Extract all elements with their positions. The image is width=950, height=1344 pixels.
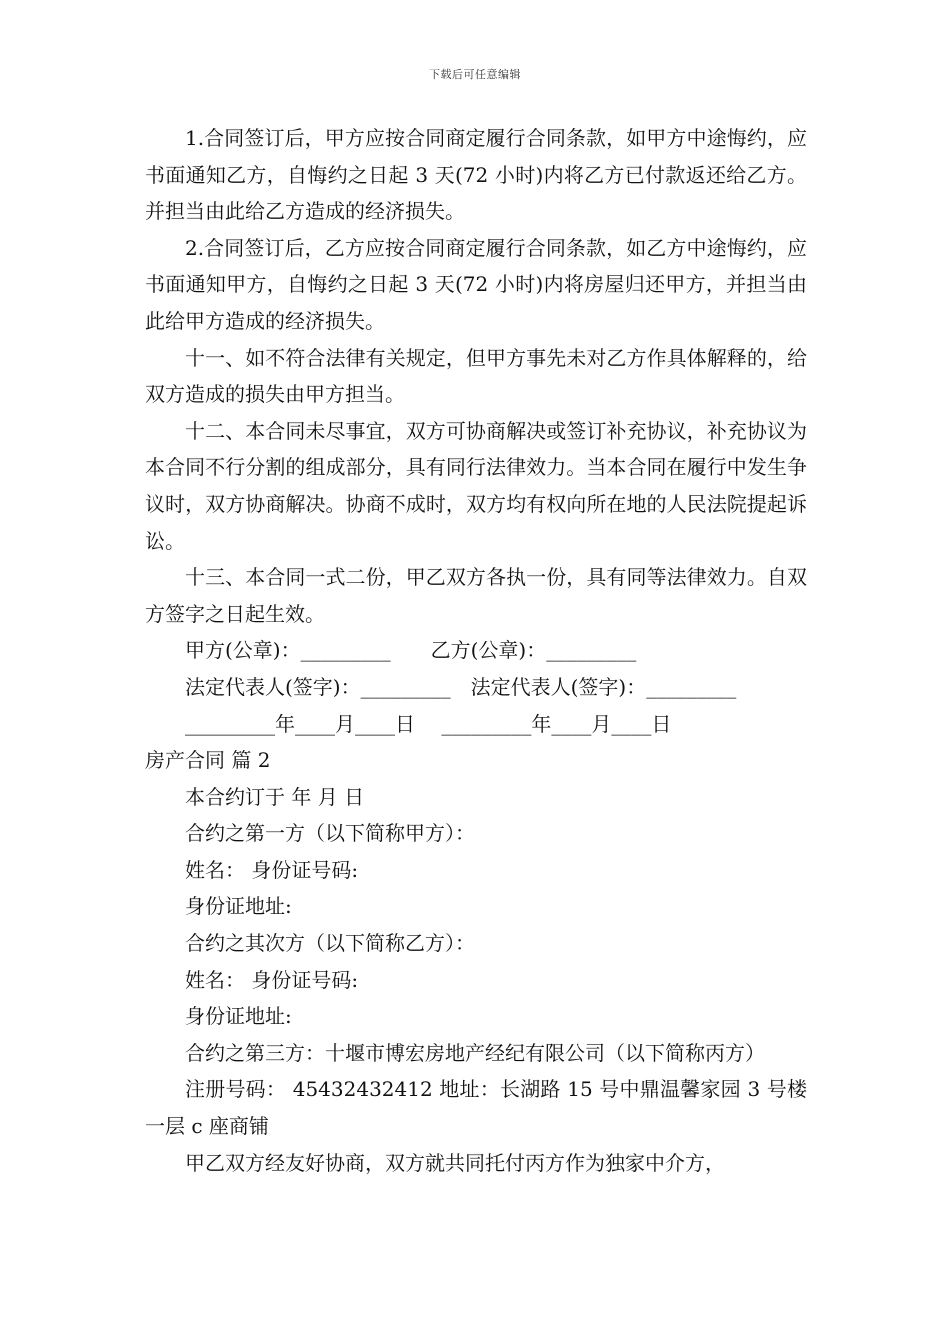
paragraph: 本合约订于 年 月 日 [185,784,365,809]
paragraph: 法定代表人(签字)：_________ 法定代表人(签字)：_________ [185,674,737,699]
paragraph: 十三、本合同一式二份，甲乙双方各执一份，具有同等法律效力。自双方签字之日起生效。 [145,565,807,626]
paragraph: 甲方(公章)：_________ 乙方(公章)：_________ [185,638,637,663]
paragraph: 合约之第三方：十堰市博宏房地产经纪有限公司（以下简称丙方） [185,1040,765,1065]
paragraph: 合约之第一方（以下简称甲方）： [185,821,475,846]
document-body [145,120,807,1181]
paragraph: 身份证地址: [185,1004,292,1029]
page-header: 下载后可任意编辑 [429,68,521,81]
paragraph: 甲乙双方经友好协商，双方就共同托付丙方作为独家中介方， [185,1150,725,1175]
paragraph: 合约之其次方（以下简称乙方）： [185,931,475,956]
paragraph: _________年____月____日 _________年____月____日 [185,711,672,736]
paragraph: 姓名： 身份证号码: [185,857,359,882]
paragraph: 2.合同签订后，乙方应按合同商定履行合同条款，如乙方中途悔约，应书面通知甲方，自悔约之日起 3 天(72 小时)内将房屋归还甲方，并担当由此给甲方造成的经济损失。 [145,235,807,333]
paragraph: 1.合同签订后，甲方应按合同商定履行合同条款，如甲方中途悔约，应书面通知乙方，自悔约之日起 3 天(72 小时)内将乙方已付款返还给乙方。并担当由此给乙方造成的经济损失。 [145,126,807,224]
paragraph: 十一、如不符合法律有关规定，但甲方事先未对乙方作具体解释的，给双方造成的损失由甲方担当。 [145,345,807,407]
paragraph: 姓名： 身份证号码: [185,967,359,992]
paragraph: 十二、本合同未尽事宜，双方可协商解决或签订补充协议，补充协议为本合同不行分割的组成部分，具有同行法律效力。当本合同在履行中发生争议时，双方协商解决。协商不成时，双方均有权向所在地的人民法院提起诉讼。 [145,418,807,553]
paragraph: 身份证地址: [185,894,292,919]
section-heading: 房产合同 篇 2 [145,748,271,773]
paragraph: 注册号码： 45432432412 地址：长湖路 15 号中鼎温馨家园 3 号楼一层 c 座商铺 [145,1077,807,1139]
